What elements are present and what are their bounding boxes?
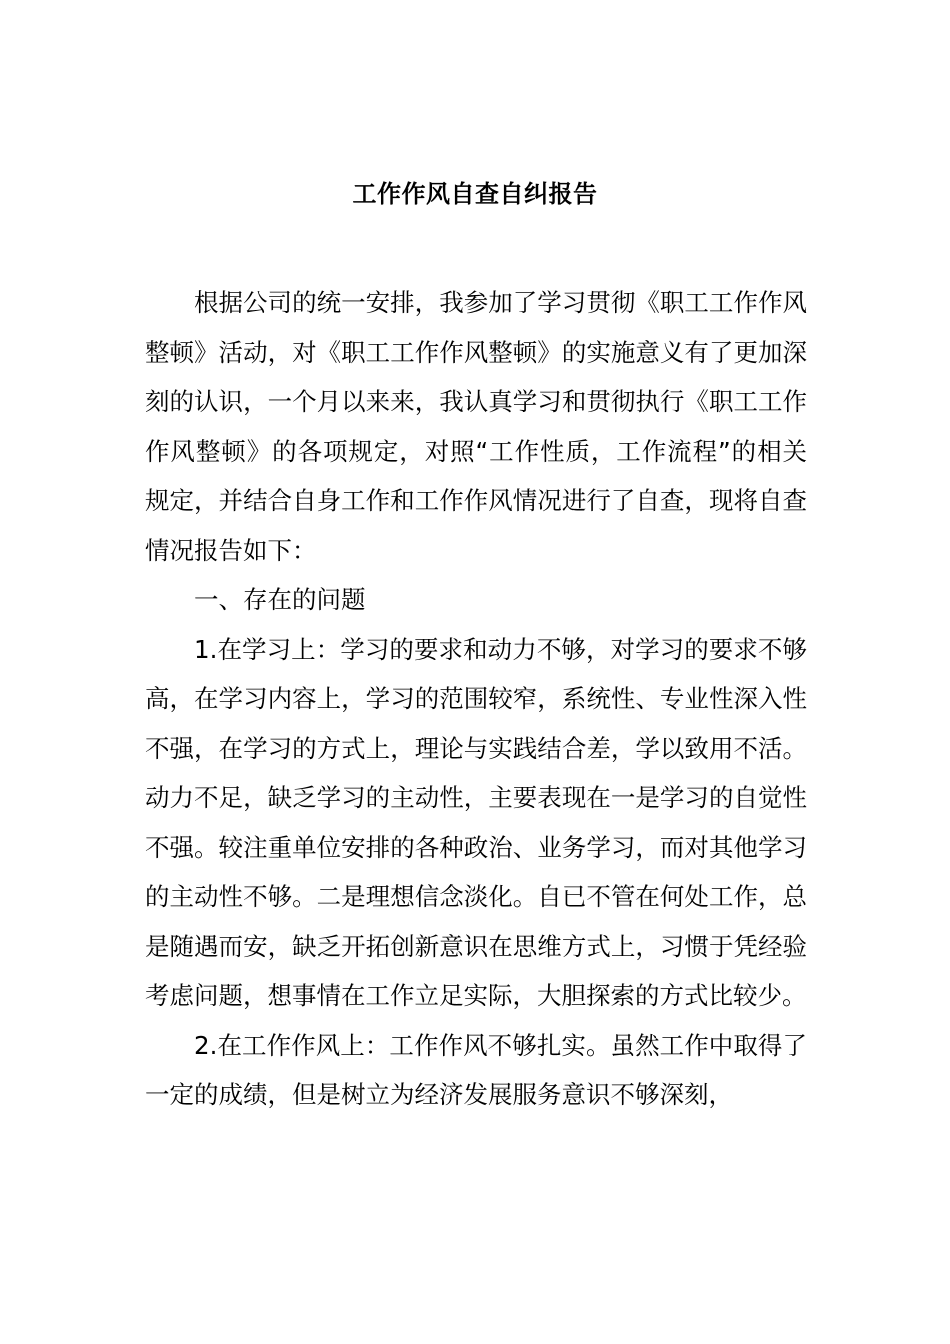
document-title: 工作作风自查自纠报告 <box>352 180 598 209</box>
section-heading-problems: 一、存在的问题 <box>194 585 366 614</box>
document-body <box>145 278 807 1120</box>
paragraph-work-style: 2.在工作作风上：工作作风不够扎实。虽然工作中取得了一定的成绩，但是树立为经济发展服务意识不够深刻， <box>145 1030 807 1109</box>
paragraph-study: 1.在学习上：学习的要求和动力不够，对学习的要求不够高，在学习内容上，学习的范围较窄，系统性、专业性深入性不强，在学习的方式上，理论与实践结合差，学以致用不活。动力不足，缺乏学习的主动性，主要表现在一是学习的自觉性不强。较注重单位安排的各种政治、业务学习，而对其他学习的主动性不够。二是理想信念淡化。自已不管在何处工作，总是随遇而安，缺乏开拓创新意识在思维方式上，习惯于凭经验考虑问题，想事情在工作立足实际，大胆探索的方式比较少。 <box>145 634 807 1010</box>
paragraph-intro: 根据公司的统一安排，我参加了学习贯彻《职工工作作风整顿》活动，对《职工工作作风整顿》的实施意义有了更加深刻的认识，一个月以来来，我认真学习和贯彻执行《职工工作作风整顿》的各项规定，对照“工作性质，工作流程”的相关规定，并结合自身工作和工作作风情况进行了自查，现将自查情况报告如下： <box>145 288 807 565</box>
